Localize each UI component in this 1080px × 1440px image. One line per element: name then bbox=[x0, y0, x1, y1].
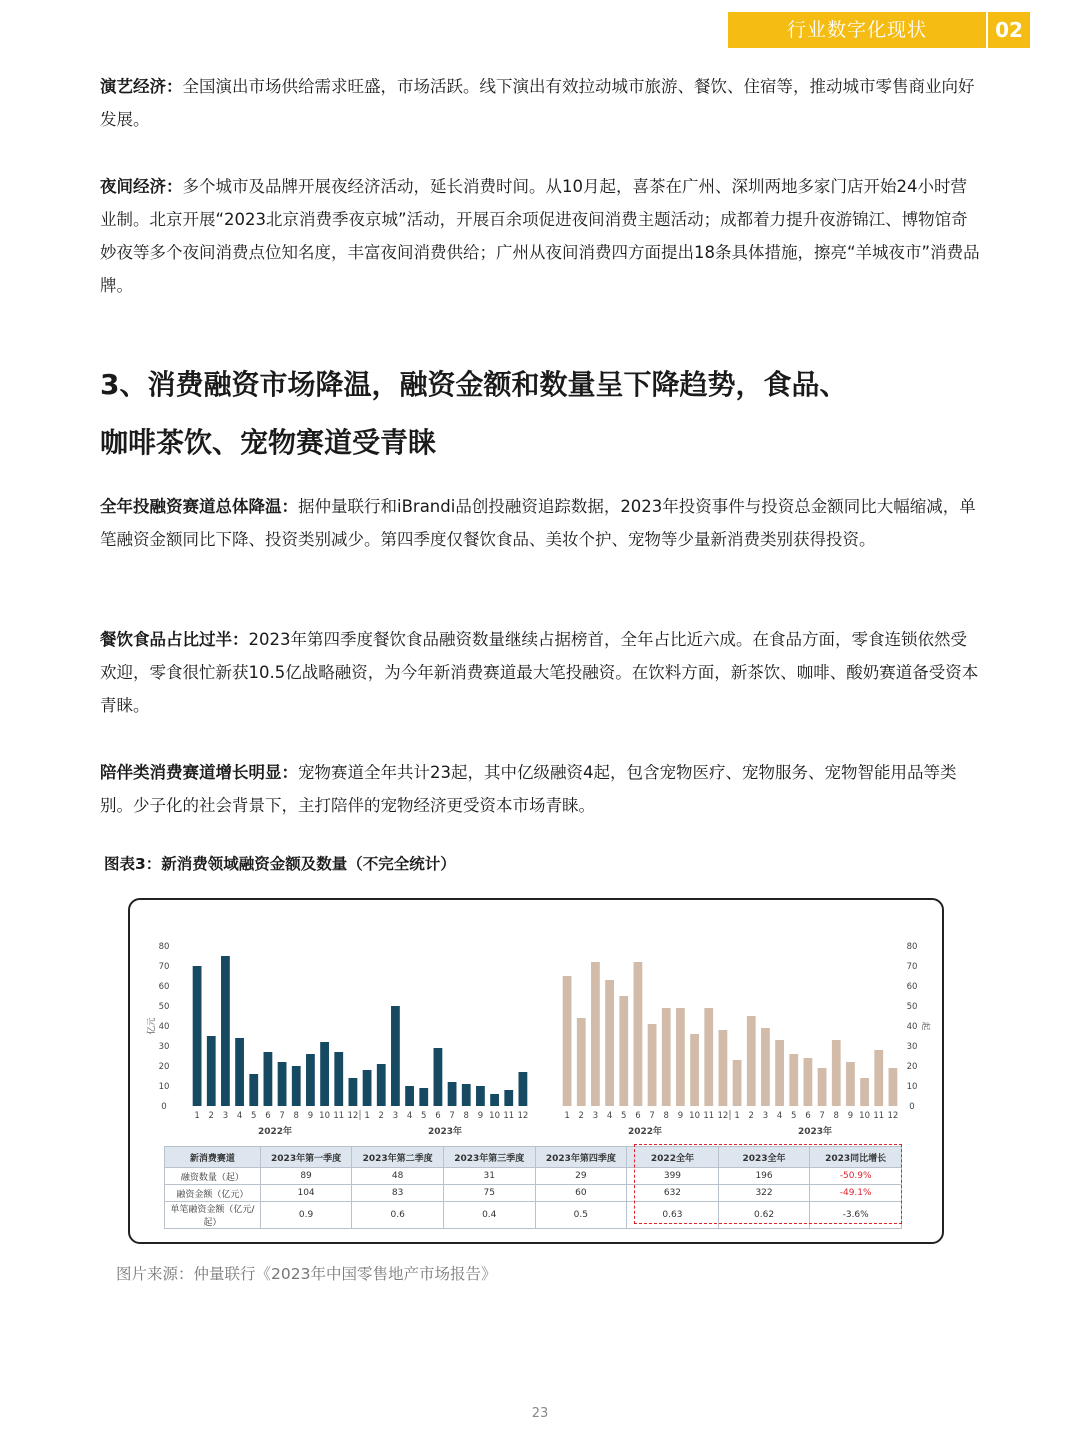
chart-bar bbox=[193, 966, 202, 1106]
x-group-label: 2023年 bbox=[427, 1127, 463, 1137]
chart-container bbox=[128, 898, 944, 1244]
x-tick-label: 4 bbox=[776, 1111, 783, 1121]
paragraph-night-economy bbox=[100, 170, 980, 302]
paragraph-investment-cooling bbox=[100, 490, 980, 556]
y-tick-label: 0 bbox=[161, 1102, 167, 1112]
table-header-cell: 2023年第四季度 bbox=[535, 1147, 627, 1168]
x-tick-label: 11 bbox=[503, 1111, 515, 1121]
chart-bar bbox=[264, 1052, 273, 1106]
figure-source: 图片来源：仲量联行《2023年中国零售地产市场报告》 bbox=[116, 1265, 497, 1283]
table-header-cell: 2023同比增长 bbox=[810, 1147, 902, 1168]
chart-bar bbox=[448, 1082, 457, 1106]
paragraph-body: 宠物赛道全年共计23起，其中亿级融资4起，包含宠物医疗、宠物服务、宠物智能用品等类别。少子化的社会背景下，主打陪伴的宠物经济更受资本市场青睐。 bbox=[100, 763, 957, 815]
section-number-badge: 02 bbox=[988, 12, 1030, 48]
x-tick-label: 7 bbox=[449, 1111, 455, 1121]
x-tick-label: 11 bbox=[703, 1111, 715, 1121]
chart-bar bbox=[306, 1054, 315, 1106]
x-group-label: 2023年 bbox=[797, 1127, 833, 1137]
y-tick-label: 80 bbox=[158, 942, 170, 952]
y-tick-label: 40 bbox=[158, 1022, 170, 1032]
table-cell: 0.9 bbox=[260, 1202, 352, 1229]
chart-bar bbox=[690, 1034, 699, 1106]
table-cell: -50.9% bbox=[810, 1168, 902, 1185]
table-cell: 29 bbox=[535, 1168, 627, 1185]
y-tick-label: 60 bbox=[906, 982, 918, 992]
y-tick-label: 60 bbox=[158, 982, 170, 992]
table-row-label: 融资数量（起） bbox=[165, 1168, 261, 1185]
x-tick-label: 7 bbox=[279, 1111, 285, 1121]
table-row-label: 单笔融资金额（亿元/起） bbox=[165, 1202, 261, 1229]
chart-bar bbox=[846, 1062, 855, 1106]
y-tick-label: 10 bbox=[158, 1082, 170, 1092]
paragraph-lead: 陪伴类消费赛道增长明显： bbox=[100, 763, 298, 782]
table-cell: 0.5 bbox=[535, 1202, 627, 1229]
x-tick-label: 4 bbox=[406, 1111, 413, 1121]
chart-bar bbox=[789, 1054, 798, 1106]
x-tick-label: 4 bbox=[606, 1111, 613, 1121]
y-tick-label: 20 bbox=[158, 1062, 170, 1072]
chart-bar bbox=[334, 1052, 343, 1106]
chart-bar bbox=[419, 1088, 428, 1106]
chart-bar bbox=[889, 1068, 898, 1106]
x-tick-label: 2 bbox=[578, 1111, 584, 1121]
paragraph-lead: 夜间经济： bbox=[100, 177, 183, 196]
paragraph-lead: 全年投融资赛道总体降温： bbox=[100, 497, 298, 516]
x-tick-label: 6 bbox=[265, 1111, 271, 1121]
chart-bar bbox=[676, 1008, 685, 1106]
y-tick-label: 40 bbox=[906, 1022, 918, 1032]
x-tick-label: 10 bbox=[319, 1111, 330, 1121]
table-cell: 60 bbox=[535, 1185, 627, 1202]
chart-bar bbox=[719, 1030, 728, 1106]
x-group-label: 2022年 bbox=[627, 1127, 663, 1137]
chart-bar bbox=[634, 962, 643, 1106]
chart-bar bbox=[591, 962, 600, 1106]
x-tick-label: 10 bbox=[489, 1111, 500, 1121]
x-tick-label: 2 bbox=[748, 1111, 754, 1121]
table-cell: 0.62 bbox=[718, 1202, 810, 1229]
chart-bar bbox=[761, 1028, 770, 1106]
x-tick-label: 12 bbox=[717, 1111, 729, 1121]
x-tick-label: 9 bbox=[307, 1111, 314, 1121]
paragraph-food-share bbox=[100, 623, 980, 722]
x-tick-label: 9 bbox=[477, 1111, 484, 1121]
y-tick-label: 30 bbox=[906, 1042, 918, 1052]
chart-bar bbox=[278, 1062, 287, 1106]
chart-bar bbox=[648, 1024, 657, 1106]
table-cell: 0.63 bbox=[627, 1202, 719, 1229]
table-cell: 83 bbox=[352, 1185, 444, 1202]
table-cell: -3.6% bbox=[810, 1202, 902, 1229]
x-tick-label: 3 bbox=[222, 1111, 229, 1121]
x-tick-label: 1 bbox=[734, 1111, 740, 1121]
chart-bar bbox=[462, 1084, 471, 1106]
y-tick-label: 70 bbox=[158, 962, 170, 972]
chart-bar bbox=[577, 1018, 586, 1106]
table-cell: -49.1% bbox=[810, 1185, 902, 1202]
paragraph-body: 全国演出市场供给需求旺盛，市场活跃。线下演出有效拉动城市旅游、餐饮、住宿等，推动城市零售商业向好发展。 bbox=[100, 77, 975, 129]
table-cell: 75 bbox=[443, 1185, 535, 1202]
x-tick-label: 6 bbox=[635, 1111, 641, 1121]
chart-bar bbox=[490, 1094, 499, 1106]
table-header-cell: 2023年第一季度 bbox=[260, 1147, 352, 1168]
chart-bar bbox=[619, 996, 628, 1106]
chart-bar bbox=[874, 1050, 883, 1106]
chart-bar bbox=[320, 1042, 329, 1106]
chart-bar bbox=[563, 976, 572, 1106]
table-cell: 89 bbox=[260, 1168, 352, 1185]
table-cell: 322 bbox=[718, 1185, 810, 1202]
x-tick-label: 8 bbox=[663, 1111, 669, 1121]
x-tick-label: 8 bbox=[293, 1111, 299, 1121]
chart-bar bbox=[605, 980, 614, 1106]
x-tick-label: 1 bbox=[194, 1111, 200, 1121]
x-tick-label: 1 bbox=[364, 1111, 370, 1121]
chart-bar bbox=[704, 1008, 713, 1106]
x-tick-label: 6 bbox=[805, 1111, 811, 1121]
section-heading-line1: 3、消费融资市场降温，融资金额和数量呈下降趋势，食品、 bbox=[100, 368, 848, 401]
table-header-cell: 2023全年 bbox=[718, 1147, 810, 1168]
y-tick-label: 30 bbox=[158, 1042, 170, 1052]
figure-title: 图表3：新消费领域融资金额及数量（不完全统计） bbox=[104, 855, 456, 873]
table-cell: 0.6 bbox=[352, 1202, 444, 1229]
chart-bar bbox=[818, 1068, 827, 1106]
y-tick-label: 80 bbox=[906, 942, 918, 952]
chart-bar bbox=[405, 1086, 414, 1106]
paragraph-lead: 演艺经济： bbox=[100, 77, 183, 96]
x-tick-label: 7 bbox=[819, 1111, 825, 1121]
x-tick-label: 12 bbox=[517, 1111, 529, 1121]
table-header-cell: 2022全年 bbox=[627, 1147, 719, 1168]
chart-bar bbox=[391, 1006, 400, 1106]
x-tick-label: 12 bbox=[347, 1111, 359, 1121]
chart-bar bbox=[733, 1060, 742, 1106]
y-tick-label: 50 bbox=[906, 1002, 918, 1012]
x-tick-label: 3 bbox=[762, 1111, 769, 1121]
table-header-cell: 2023年第三季度 bbox=[443, 1147, 535, 1168]
chart-bar bbox=[662, 1008, 671, 1106]
chart-bar bbox=[249, 1074, 258, 1106]
paragraph-body: 据仲量联行和iBrandi品创投融资追踪数据，2023年投资事件与投资总金额同比大幅缩减，单笔融资金额同比下降、投资类别减少。第四季度仅餐饮食品、美妆个护、宠物等少量新消费类别获得投资。 bbox=[100, 497, 976, 549]
paragraph-lead: 餐饮食品占比过半： bbox=[100, 630, 249, 649]
x-tick-label: 5 bbox=[791, 1111, 797, 1121]
table-cell: 0.4 bbox=[443, 1202, 535, 1229]
chart-bar bbox=[504, 1090, 513, 1106]
x-tick-label: 11 bbox=[333, 1111, 345, 1121]
x-tick-label: 7 bbox=[649, 1111, 655, 1121]
y-tick-label: 70 bbox=[906, 962, 918, 972]
paragraph-pet-economy bbox=[100, 756, 980, 822]
x-tick-label: 5 bbox=[421, 1111, 427, 1121]
y-tick-label: 20 bbox=[906, 1062, 918, 1072]
table-cell: 196 bbox=[718, 1168, 810, 1185]
x-tick-label: 8 bbox=[463, 1111, 469, 1121]
paragraph-body: 2023年第四季度餐饮食品融资数量继续占据榜首，全年占比近六成。在食品方面，零食连锁依然受欢迎，零食很忙新获10.5亿战略融资，为今年新消费赛道最大笔投融资。在饮料方面，新茶饮、咖啡、酸奶赛道备受资本青睐。 bbox=[100, 630, 979, 715]
chart-bar bbox=[434, 1048, 443, 1106]
table-cell: 48 bbox=[352, 1168, 444, 1185]
y-tick-label: 50 bbox=[158, 1002, 170, 1012]
chart-bar bbox=[860, 1078, 869, 1106]
chart-bar bbox=[775, 1040, 784, 1106]
section-heading-line2: 咖啡茶饮、宠物赛道受青睐 bbox=[100, 426, 437, 459]
chart-bar bbox=[207, 1036, 216, 1106]
x-tick-label: 3 bbox=[392, 1111, 399, 1121]
x-tick-label: 3 bbox=[592, 1111, 599, 1121]
table-cell: 31 bbox=[443, 1168, 535, 1185]
paragraph-body: 多个城市及品牌开展夜经济活动，延长消费时间。从10月起，喜茶在广州、深圳两地多家门店开始24小时营业制。北京开展“2023北京消费季夜京城”活动，开展百余项促进夜间消费主题活动；成都着力提升夜游锦江、博物馆奇妙夜等多个夜间消费点位知名度，丰富夜间消费供给；广州从夜间消费四方面提出18条具体措施，擦亮“羊城夜市”消费品牌。 bbox=[100, 177, 980, 295]
x-tick-label: 9 bbox=[847, 1111, 854, 1121]
y-tick-label: 0 bbox=[909, 1102, 915, 1112]
chart-bar bbox=[235, 1038, 244, 1106]
x-tick-label: 5 bbox=[251, 1111, 257, 1121]
chart-bar bbox=[519, 1072, 528, 1106]
table-cell: 104 bbox=[260, 1185, 352, 1202]
paragraph-performing-arts bbox=[100, 70, 980, 136]
page-number: 23 bbox=[531, 1406, 549, 1421]
x-tick-label: 9 bbox=[677, 1111, 684, 1121]
x-tick-label: 12 bbox=[887, 1111, 899, 1121]
x-tick-label: 10 bbox=[859, 1111, 870, 1121]
chart-bar bbox=[221, 956, 230, 1106]
x-tick-label: 11 bbox=[873, 1111, 885, 1121]
chart-bar bbox=[363, 1070, 372, 1106]
table-header-cell: 新消费赛道 bbox=[165, 1147, 261, 1168]
section-title-banner: 行业数字化现状 bbox=[728, 12, 986, 48]
x-tick-label: 6 bbox=[435, 1111, 441, 1121]
chart-bar bbox=[349, 1078, 358, 1106]
x-tick-label: 2 bbox=[378, 1111, 384, 1121]
table-cell: 399 bbox=[627, 1168, 719, 1185]
table-cell: 632 bbox=[627, 1185, 719, 1202]
x-tick-label: 4 bbox=[236, 1111, 243, 1121]
chart-bar bbox=[377, 1064, 386, 1106]
chart-bar bbox=[804, 1058, 813, 1106]
x-group-label: 2022年 bbox=[257, 1127, 293, 1137]
y-axis-unit: 亿元 bbox=[147, 1017, 157, 1035]
x-tick-label: 10 bbox=[689, 1111, 700, 1121]
x-tick-label: 8 bbox=[833, 1111, 839, 1121]
y-axis-unit: 起 bbox=[920, 1021, 930, 1031]
table-header-cell: 2023年第二季度 bbox=[352, 1147, 444, 1168]
table-row-label: 融资金额（亿元） bbox=[165, 1185, 261, 1202]
chart-bar bbox=[292, 1066, 301, 1106]
chart-bar bbox=[747, 1016, 756, 1106]
x-tick-label: 2 bbox=[208, 1111, 214, 1121]
chart-bar bbox=[832, 1040, 841, 1106]
y-tick-label: 10 bbox=[906, 1082, 918, 1092]
x-tick-label: 5 bbox=[621, 1111, 627, 1121]
highlight-dashed-box bbox=[634, 1144, 902, 1224]
chart-bar bbox=[476, 1086, 485, 1106]
x-tick-label: 1 bbox=[564, 1111, 570, 1121]
